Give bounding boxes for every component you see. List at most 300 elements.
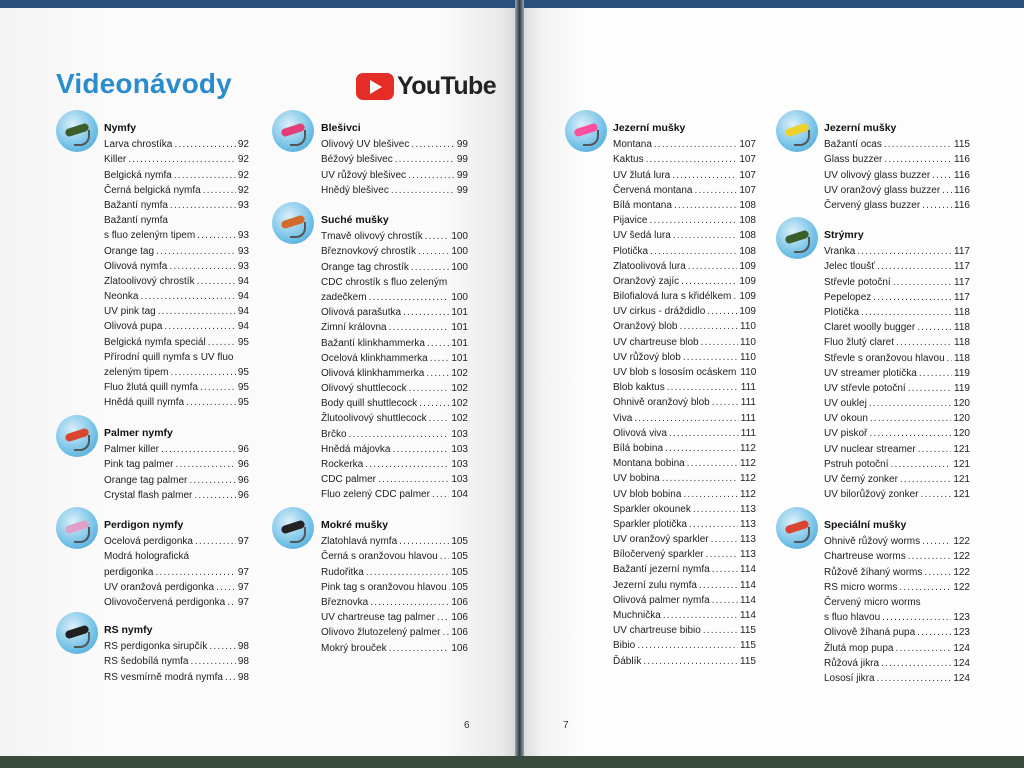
toc-entry[interactable] [104, 333, 249, 348]
toc-entry[interactable] [104, 533, 249, 548]
toc-entry-page: 98 [237, 656, 249, 668]
toc-entry[interactable] [104, 668, 249, 683]
dot-leader [942, 185, 952, 197]
toc-entry-page: 95 [237, 367, 249, 378]
dot-leader [873, 292, 952, 304]
toc-entry[interactable] [613, 227, 756, 242]
toc-entry[interactable] [321, 609, 468, 624]
toc-entry[interactable] [613, 425, 756, 440]
dot-leader [174, 170, 236, 182]
toc-entry-page: 105 [451, 536, 468, 548]
fly-thumbnail-icon[interactable] [776, 507, 818, 549]
toc-entry-page: 107 [739, 184, 756, 196]
toc-entry[interactable] [104, 136, 249, 151]
toc-entry-title: Černá belgická nymfa [104, 184, 201, 196]
toc-entry[interactable] [613, 303, 756, 318]
dot-leader [349, 429, 450, 441]
toc-entry-title: zadečkem [321, 291, 367, 303]
toc-entry[interactable] [321, 258, 468, 273]
toc-entry-page: 122 [953, 566, 970, 578]
toc-entry-title: UV bilorůžový zonker [824, 489, 919, 501]
toc-entry[interactable] [321, 471, 468, 486]
toc-entry[interactable] [104, 182, 249, 197]
toc-entry-page: 124 [953, 672, 970, 684]
toc-entry[interactable] [104, 364, 249, 379]
toc-entry-page: 108 [739, 215, 756, 227]
toc-entry-page: 93 [237, 230, 249, 242]
left-page [0, 8, 518, 756]
toc-entry[interactable] [613, 455, 756, 470]
fly-thumbnail-icon[interactable] [56, 110, 98, 152]
section-heading-blesivci: Blešivci [321, 122, 361, 134]
toc-entry[interactable] [321, 166, 468, 181]
toc-entry[interactable] [613, 561, 756, 576]
toc-list [824, 243, 970, 501]
toc-entry[interactable] [104, 303, 249, 318]
toc-entry[interactable] [824, 456, 970, 471]
toc-entry[interactable] [613, 485, 756, 500]
toc-entry[interactable] [321, 274, 468, 289]
dot-leader [411, 139, 455, 151]
toc-entry[interactable] [824, 639, 970, 654]
toc-entry-title: Montana [613, 139, 652, 151]
toc-entry-title: Olivovo žlutozelený palmer [321, 627, 441, 639]
toc-entry-title: Muchnička [613, 610, 661, 621]
toc-entry-title: Pepelopez [824, 291, 872, 303]
toc-entry-page: 100 [451, 231, 468, 243]
toc-entry-title: RS micro worms [824, 581, 898, 593]
dot-leader [128, 154, 236, 166]
toc-entry-title: Jezerní zulu nymfa [613, 579, 697, 591]
toc-entry-title: Belgická nymfa [104, 169, 172, 181]
toc-entry-page: 111 [740, 397, 756, 409]
toc-entry-page: 99 [456, 169, 468, 181]
toc-entry[interactable] [613, 379, 756, 394]
toc-entry[interactable] [613, 197, 756, 212]
toc-entry[interactable] [824, 334, 970, 349]
dot-leader [712, 595, 738, 607]
toc-entry[interactable] [321, 624, 468, 639]
book-cover-top-edge [0, 0, 1024, 8]
toc-entry[interactable] [613, 607, 756, 622]
toc-entry[interactable] [824, 182, 970, 197]
toc-entry[interactable] [321, 243, 468, 258]
toc-entry-title: Olivová nymfa [104, 260, 168, 272]
dot-leader [378, 474, 449, 486]
toc-entry[interactable] [104, 258, 249, 273]
toc-entry[interactable] [613, 470, 756, 485]
dot-leader [427, 338, 449, 350]
dot-leader [706, 549, 738, 561]
toc-entry[interactable] [321, 425, 468, 440]
toc-entry[interactable] [104, 548, 249, 563]
toc-entry-page: 114 [740, 610, 756, 621]
dot-leader [392, 444, 449, 456]
toc-entry[interactable] [613, 576, 756, 591]
toc-entry[interactable] [104, 273, 249, 288]
dot-leader [870, 413, 951, 425]
toc-entry[interactable] [104, 456, 249, 471]
toc-entry[interactable] [613, 242, 756, 257]
toc-entry-page: 103 [451, 459, 468, 470]
toc-entry-page: 95 [237, 336, 249, 348]
dot-leader [896, 337, 952, 349]
dot-leader [884, 154, 952, 166]
toc-entry-page: 119 [954, 382, 970, 394]
dot-leader [191, 656, 236, 668]
fly-thumbnail-icon[interactable] [565, 110, 607, 152]
dot-leader [369, 292, 450, 304]
toc-entry-title: Mokrý brouček [321, 642, 387, 654]
toc-entry[interactable] [613, 546, 756, 561]
toc-list [321, 228, 468, 501]
toc-entry[interactable] [104, 227, 249, 242]
toc-entry-page: 100 [451, 291, 468, 303]
toc-entry[interactable] [613, 516, 756, 531]
toc-entry[interactable] [104, 487, 249, 502]
toc-entry[interactable] [104, 471, 249, 486]
toc-entry-page: 112 [740, 458, 756, 470]
dot-leader [646, 154, 738, 166]
dot-leader [195, 536, 236, 548]
toc-entry-page: 117 [954, 291, 970, 303]
toc-entry-page: 102 [451, 413, 468, 425]
fly-thumbnail-icon[interactable] [56, 612, 98, 654]
dot-leader [681, 276, 737, 288]
toc-entry-title: Kaktus [613, 154, 644, 166]
toc-entry[interactable] [824, 319, 970, 334]
dot-leader [667, 382, 739, 394]
toc-entry-page: 97 [237, 596, 249, 608]
toc-entry[interactable] [613, 166, 756, 181]
toc-entry[interactable] [321, 151, 468, 166]
toc-entry[interactable] [824, 365, 970, 380]
toc-entry-title: Bažantí ocas [824, 139, 882, 151]
dot-leader [156, 246, 236, 258]
toc-entry-title: Olivový UV blešivec [321, 139, 410, 151]
toc-entry[interactable] [613, 182, 756, 197]
toc-entry[interactable] [613, 394, 756, 409]
toc-entry-page: 117 [954, 276, 970, 288]
toc-entry-page: 97 [237, 566, 249, 578]
toc-entry-page: 121 [953, 458, 970, 470]
toc-entry[interactable] [824, 166, 970, 181]
toc-entry[interactable] [824, 609, 970, 624]
toc-entry[interactable] [321, 456, 468, 471]
dot-leader [170, 367, 235, 379]
toc-entry[interactable] [824, 349, 970, 364]
dot-leader [643, 656, 738, 668]
dot-leader [663, 610, 738, 622]
toc-entry[interactable] [321, 410, 468, 425]
toc-entry[interactable] [824, 304, 970, 319]
toc-entry-page: 106 [451, 627, 468, 639]
fly-thumbnail-icon[interactable] [272, 202, 314, 244]
toc-entry[interactable] [104, 394, 249, 409]
toc-entry-title: Pstruh potoční [824, 458, 889, 470]
toc-entry[interactable] [321, 639, 468, 654]
toc-entry[interactable] [321, 548, 468, 563]
toc-entry[interactable] [824, 670, 970, 685]
section-heading-nymfy: Nymfy [104, 122, 137, 134]
toc-entry[interactable] [321, 395, 468, 410]
toc-entry-title: Killer [104, 154, 127, 166]
dot-leader [403, 307, 449, 319]
toc-entry-title: Crystal flash palmer [104, 489, 193, 501]
section-heading-rs-nymfy: RS nymfy [104, 624, 153, 636]
toc-entry-title: Růžová jikra [824, 657, 880, 669]
toc-entry[interactable] [613, 288, 756, 303]
toc-entry[interactable] [104, 579, 249, 594]
toc-entry[interactable] [824, 440, 970, 455]
dot-leader [900, 474, 951, 486]
toc-entry-title: Bílá bobina [613, 442, 664, 454]
toc-entry-title: Pijavice [613, 215, 648, 227]
toc-entry[interactable] [104, 288, 249, 303]
fly-thumbnail-icon[interactable] [776, 217, 818, 259]
toc-entry-title: Hnědá quill nymfa [104, 397, 185, 409]
toc-entry[interactable] [824, 655, 970, 670]
toc-entry-title: UV blob bobina [613, 488, 682, 500]
dot-leader [395, 154, 455, 166]
toc-entry[interactable] [104, 166, 249, 181]
toc-entry-page: 113 [740, 518, 756, 530]
toc-entry-title: Přírodní quill nymfa s UV fluo [104, 351, 234, 363]
toc-entry[interactable] [321, 533, 468, 548]
toc-entry-page: 98 [237, 671, 249, 683]
toc-entry[interactable] [613, 637, 756, 652]
toc-entry-page: 124 [953, 642, 970, 654]
toc-entry[interactable] [321, 334, 468, 349]
toc-entry[interactable] [824, 151, 970, 166]
toc-entry[interactable] [104, 594, 249, 609]
toc-entry-page: 117 [954, 246, 970, 258]
fly-thumbnail-icon[interactable] [56, 415, 98, 457]
toc-entry-page: 94 [237, 306, 249, 318]
toc-entry-page: 123 [953, 612, 970, 624]
toc-entry[interactable] [824, 380, 970, 395]
toc-entry[interactable] [613, 273, 756, 288]
dot-leader [409, 383, 450, 395]
youtube-play-icon [356, 73, 394, 100]
dot-leader [649, 215, 737, 227]
toc-entry[interactable] [321, 319, 468, 334]
toc-entry-title: Březnovka [321, 596, 369, 608]
toc-entry[interactable] [824, 243, 970, 258]
toc-entry-title: Sparkler okounek [613, 503, 691, 515]
toc-entry-page: 109 [739, 275, 756, 287]
toc-entry[interactable] [321, 563, 468, 578]
dot-leader [707, 306, 737, 318]
toc-entry-page: 102 [451, 398, 468, 410]
toc-entry-page: 116 [954, 184, 970, 196]
toc-entry-page: 109 [739, 260, 756, 272]
toc-entry[interactable] [321, 350, 468, 365]
toc-entry[interactable] [321, 441, 468, 456]
toc-entry[interactable] [613, 212, 756, 227]
toc-entry[interactable] [104, 653, 249, 668]
toc-entry-page: 117 [954, 261, 970, 273]
toc-entry[interactable] [104, 349, 249, 364]
toc-entry[interactable] [824, 197, 970, 212]
toc-entry[interactable] [613, 136, 756, 151]
toc-entry[interactable] [824, 289, 970, 304]
dot-leader [430, 353, 450, 365]
toc-entry[interactable] [321, 136, 468, 151]
toc-entry-title: Žlutoolivový shuttlecock [321, 413, 427, 425]
toc-entry-page: 101 [451, 337, 468, 349]
section-heading-jezerni-musky: Jezerní mušky [613, 122, 686, 134]
dot-leader [919, 368, 952, 380]
toc-entry-page: 96 [237, 444, 249, 456]
dot-leader [899, 582, 951, 594]
toc-entry[interactable] [104, 197, 249, 212]
dot-leader [674, 200, 737, 212]
toc-entry[interactable] [104, 379, 249, 394]
toc-entry-page: 106 [451, 612, 468, 624]
toc-entry-title: UV chartreuse bibio [613, 625, 701, 637]
toc-entry[interactable] [104, 318, 249, 333]
section-heading-mokre-musky: Mokré mušky [321, 519, 389, 531]
toc-entry[interactable] [321, 182, 468, 197]
toc-entry-title: RS šedobílá nymfa [104, 656, 189, 668]
toc-entry-page: 102 [451, 367, 468, 379]
toc-entry[interactable] [321, 365, 468, 380]
toc-entry-page: 103 [451, 443, 468, 455]
toc-entry[interactable] [613, 364, 756, 379]
toc-entry-title: Olivová parašutka [321, 307, 402, 319]
fly-thumbnail-icon[interactable] [272, 507, 314, 549]
toc-entry-title: Oranžový blob [613, 321, 678, 333]
toc-entry[interactable] [824, 486, 970, 501]
toc-entry[interactable] [613, 409, 756, 424]
toc-entry[interactable] [613, 440, 756, 455]
toc-entry[interactable] [104, 638, 249, 653]
toc-entry-title: UV cirkus - dráždidlo [613, 306, 706, 318]
toc-entry-page: 121 [953, 443, 970, 455]
dot-leader [917, 627, 951, 639]
toc-entry[interactable] [104, 242, 249, 257]
toc-entry[interactable] [824, 594, 970, 609]
toc-entry[interactable] [824, 548, 970, 563]
toc-entry[interactable] [824, 258, 970, 273]
toc-entry-title: UV okoun [824, 413, 868, 425]
toc-entry-title: s fluo hlavou [824, 612, 881, 624]
dot-leader [189, 475, 235, 487]
dot-leader [186, 397, 236, 409]
toc-entry[interactable] [613, 622, 756, 637]
toc-entry-page: 123 [953, 627, 970, 639]
dot-leader [140, 291, 235, 303]
toc-entry[interactable] [321, 594, 468, 609]
fly-thumbnail-icon[interactable] [776, 110, 818, 152]
toc-entry-title: Lososí jikra [824, 672, 875, 684]
toc-entry[interactable] [321, 228, 468, 243]
right-page [521, 8, 1024, 756]
toc-entry-page: 110 [740, 367, 757, 378]
dot-leader [672, 170, 737, 182]
toc-entry-page: 93 [237, 245, 249, 257]
toc-entry-page: 105 [451, 566, 468, 578]
toc-entry[interactable] [824, 136, 970, 151]
toc-entry[interactable] [613, 531, 756, 546]
toc-entry[interactable] [613, 318, 756, 333]
toc-entry[interactable] [824, 410, 970, 425]
toc-entry-title: UV žlutá lura [613, 169, 671, 181]
dot-leader [650, 246, 737, 258]
toc-entry-page: 116 [954, 199, 970, 211]
toc-entry-title: Olivová pupa [104, 321, 163, 333]
toc-entry[interactable] [613, 258, 756, 273]
toc-entry-title: UV blob s lososím ocáskem [613, 367, 737, 378]
dot-leader [703, 625, 738, 637]
toc-entry-page: 122 [953, 536, 970, 548]
dot-leader [175, 459, 235, 471]
toc-entry[interactable] [104, 151, 249, 166]
toc-entry[interactable] [104, 563, 249, 578]
toc-entry-page: 115 [954, 139, 970, 151]
toc-entry[interactable] [613, 349, 756, 364]
dot-leader [693, 504, 738, 516]
toc-entry[interactable] [321, 486, 468, 501]
toc-entry-title: Orange tag palmer [104, 474, 188, 486]
toc-entry-page: 122 [953, 551, 970, 563]
toc-entry[interactable] [824, 425, 970, 440]
toc-entry[interactable] [321, 579, 468, 594]
toc-entry-title: Sparkler plotička [613, 518, 687, 530]
dot-leader [449, 582, 450, 594]
toc-entry[interactable] [613, 501, 756, 516]
toc-entry[interactable] [613, 333, 756, 348]
toc-entry[interactable] [824, 273, 970, 288]
toc-entry[interactable] [824, 579, 970, 594]
dot-leader [399, 536, 449, 548]
toc-entry-title: UV střevle potoční [824, 382, 906, 394]
toc-entry-page: 103 [451, 474, 468, 486]
toc-entry[interactable] [321, 380, 468, 395]
toc-entry[interactable] [321, 304, 468, 319]
toc-entry-title: UV bobina [613, 473, 660, 485]
toc-entry[interactable] [824, 624, 970, 639]
toc-entry-title: UV oranžová perdigonka [104, 581, 215, 593]
toc-entry-title: Bilofialová lura s křidélkem [613, 291, 732, 303]
dot-leader [922, 536, 951, 548]
dot-leader [426, 368, 449, 380]
toc-entry[interactable] [613, 652, 756, 667]
toc-entry[interactable] [321, 289, 468, 304]
toc-entry[interactable] [824, 533, 970, 548]
fly-thumbnail-icon[interactable] [56, 507, 98, 549]
dot-leader [932, 170, 952, 182]
toc-entry[interactable] [613, 151, 756, 166]
dot-leader [896, 643, 952, 655]
toc-entry[interactable] [824, 563, 970, 578]
toc-entry[interactable] [824, 471, 970, 486]
toc-entry[interactable] [824, 395, 970, 410]
fly-thumbnail-icon[interactable] [272, 110, 314, 152]
toc-entry-title: zeleným tipem [104, 367, 169, 378]
dot-leader [161, 444, 236, 456]
toc-entry[interactable] [104, 441, 249, 456]
toc-list [104, 136, 249, 409]
toc-entry-title: Glass buzzer [824, 154, 883, 166]
toc-entry-page: 114 [740, 594, 756, 606]
toc-list [104, 533, 249, 609]
toc-entry[interactable] [104, 212, 249, 227]
toc-entry[interactable] [613, 592, 756, 607]
toc-entry-title: Fluo žlutá quill nymfa [104, 382, 198, 394]
toc-entry-page: 99 [456, 154, 468, 166]
